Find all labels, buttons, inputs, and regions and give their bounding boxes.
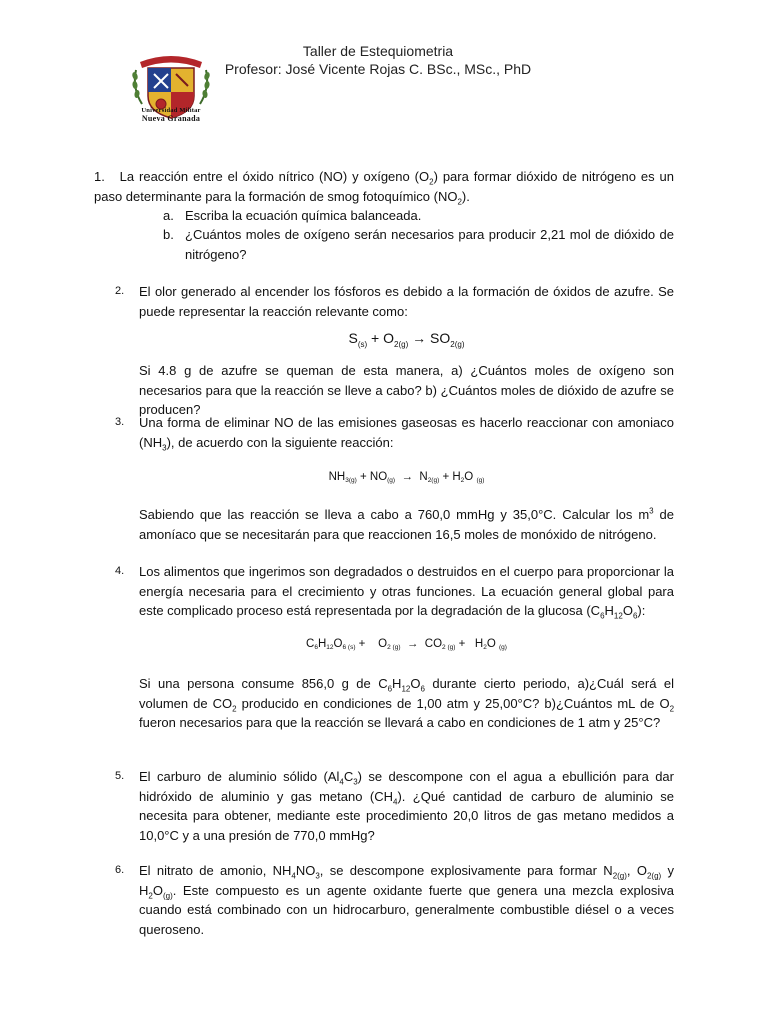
university-line1: Universidad Militar: [141, 107, 201, 114]
university-line2: Nueva Granada: [141, 114, 201, 123]
question-4-text-main: Los alimentos que ingerimos son degradados o destruidos en el cuerpo para proporcionar la energía necesaria para el crecimiento y otras funciones. La ecuación general global para este complicado proceso está representada por la degradación de la glucosa (C: [139, 564, 674, 618]
question-2-number: 2.: [115, 285, 125, 297]
equation-4: C6H12O6 (s) + O2 (g) → CO2 (g) + H2O (g): [306, 638, 507, 651]
question-3-text-end: ), de acuerdo con la siguiente reacción:: [166, 434, 394, 450]
question-4-after-b: durante cierto periodo, a)¿Cuál será el volumen de CO: [139, 676, 674, 711]
question-6-text-a: El nitrato de amonio, NH: [139, 863, 292, 878]
document-header: [218, 42, 538, 78]
question-4-after-c: producido en condiciones de 1,00 atm y 25,00°C? b)¿Cuántos mL de O: [236, 695, 670, 711]
university-name: [128, 107, 214, 123]
question-5-text-b: ) se descompone con el agua a ebullición para dar hidróxido de aluminio y gas metano (CH: [139, 769, 674, 804]
professor-line: Profesor: José Vicente Rojas C. BSc., MSc., PhD: [224, 61, 532, 77]
question-3-after-a: Sabiendo que las reacción se lleva a cabo a 760,0 mmHg y 35,0°C. Calcular los m: [139, 507, 650, 522]
question-4-text: Los alimentos que ingerimos son degradados o destruidos en el cuerpo para proporcionar la energía necesaria para el crecimiento y otras funciones. La ecuación general global para este complicado proceso está representada por la degradación de la glucosa $(C_6H_{12}O_6)$:: [139, 564, 674, 621]
equation-2: $S_{(s)} + O_{2(g)} \to SO_{2(g)}$: [348, 330, 465, 349]
question-2-text: El olor generado al encender los fósforos es debido a la formación de óxidos de azufre. Se puede representar la reacción relevante como:: [139, 284, 674, 319]
question-3-number: 3.: [115, 416, 125, 428]
question-3-text: Una forma de eliminar NO de las emisiones gaseosas es hacerlo reaccionar con amoniaco $(NH_3)$, de acuerdo con la siguiente reacción:: [139, 415, 674, 453]
question-1: 1. La reacción entre el óxido nítrico (NO) y oxígeno $(O_2)$ para formar dióxido de nitrógeno es un paso determinante para la formación de smog fotoquímico $(NO_2)$.: [94, 169, 674, 207]
question-5-text-c: ). ¿Qué cantidad de carburo de aluminio se necesita para obtener, mediante este procedimiento 20,0 litros de gas metano medidos a 10,0°C y a una presión de 770,0 mmHg?: [139, 788, 675, 843]
question-2-after: Si 4.8 g de azufre se queman de esta manera, a) ¿Cuántos moles de oxígeno son necesarios para que la reacción se lleve a cabo? b) ¿Cuántos moles de dióxido de azufre se producen?: [139, 363, 674, 417]
question-1-text-a: La reacción entre el óxido nítrico (NO) y oxígeno (O: [119, 169, 430, 184]
question-5-text-a: El carburo de aluminio sólido (Al: [139, 769, 340, 784]
question-1-number: 1.: [94, 169, 105, 184]
question-1-text-c: ).: [461, 188, 470, 204]
question-1b-label: b.: [163, 227, 174, 242]
question-4-number: 4.: [115, 565, 125, 577]
question-6-text-d: . Este compuesto es un agente oxidante fuerte que genera una mezcla explosiva cuando está combinado con un hidrocarburo, generalmente combustible diésel o a veces queroseno.: [139, 882, 674, 937]
question-6-text-c: y H: [139, 863, 674, 898]
question-4-after: Si una persona consume 856,0 g de $C_6H_{12}O_6$ durante cierto periodo, a)¿Cuál será el volumen de $CO_2$ producido en condiciones de 1,00 atm y 25,00°C? b)¿Cuántos mL de $O_2$ fueron necesarios para que la reacción se llevará a cabo en condiciones de 1 atm y 25°C?: [139, 676, 675, 730]
question-1-text-b: ) para formar dióxido de nitrógeno es un paso determinante para la formación de smog fotoquímico (NO: [94, 169, 674, 204]
question-1b-text: ¿Cuántos moles de oxígeno serán necesarios para producir 2,21 mol de dióxido de nitrógeno?: [185, 227, 674, 262]
question-3-after: Sabiendo que las reacción se lleva a cabo a 760,0 mmHg y 35,0°C. Calcular los $m^3$ de amoníaco que se necesitarán para que reaccionen 16,5 moles de monóxido de nitrógeno.: [139, 506, 674, 542]
question-4-after-d: fueron necesarios para que la reacción se llevará a cabo en condiciones de 1 atm y 25°C?: [139, 715, 661, 730]
question-5-number: 5.: [115, 770, 125, 782]
question-5-text: El carburo de aluminio sólido $(Al_4C_3)$ se descompone con el agua a ebullición para dar hidróxido de aluminio y gas metano $(CH_4)$. ¿Qué cantidad de carburo de aluminio se necesita para obtener, mediante este procedimiento 20,0 litros de gas metano medidos a 10,0°C y a una presión de 770,0 mmHg?: [139, 769, 675, 843]
question-3-after-b: de amoníaco que se necesitarán para que reaccionen 16,5 moles de monóxido de nitrógeno.: [139, 507, 674, 542]
question-1a-text: Escriba la ecuación química balanceada.: [185, 208, 422, 223]
question-4-after-a: Si una persona consume 856,0 g de C: [139, 676, 388, 691]
document-title: Taller de Estequiometria: [302, 43, 454, 59]
question-1a-label: a.: [163, 208, 174, 223]
question-6-number: 6.: [115, 864, 125, 876]
question-6-text-b: , se descompone explosivamente para formar N: [319, 863, 613, 878]
equation-3: NH3(g) + NO(g) → N2(g) + H2O (g): [328, 471, 485, 484]
question-4-text-end: ):: [637, 603, 646, 618]
question-6-text: El nitrato de amonio, $NH_4NO_3$, se descompone explosivamente para formar $N_{2(g)}$, $O_{2(g)}$ y $H_2O_{(g)}$. Este compuesto es un agente oxidante fuerte que genera una mezcla explosiva cuando está combinado con un hidrocarburo, generalmente combustible diésel o a veces queroseno.: [139, 863, 674, 937]
question-3-text-main: Una forma de eliminar NO de las emisiones gaseosas es hacerlo reaccionar con amoniaco (NH: [139, 415, 674, 450]
